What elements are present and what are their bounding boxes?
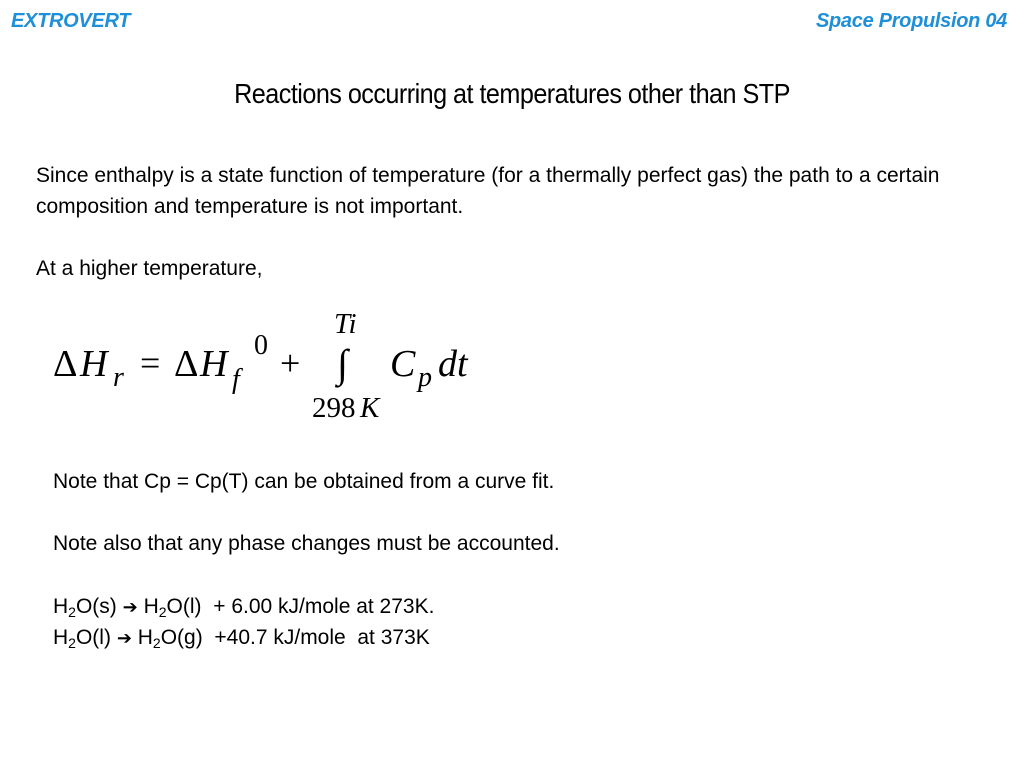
- note-phase-changes: Note also that any phase changes must be accounted.: [53, 532, 560, 555]
- equation-delta-rhs: Δ: [174, 343, 199, 385]
- reaction-boiling: [53, 622, 430, 654]
- reaction-product: H: [137, 626, 153, 649]
- reaction-reactant-rest: O(l): [75, 626, 111, 649]
- reaction-reactant-subscript: 2: [68, 635, 76, 651]
- equation-lower-limit-unit: K: [360, 392, 380, 424]
- right-arrow-icon: ➔: [116, 628, 132, 648]
- equation-lhs-var: H: [80, 343, 108, 385]
- reaction-reactant-subscript: 2: [68, 604, 76, 620]
- integral-sign-icon: ∫: [337, 341, 348, 386]
- right-arrow-icon: ➔: [122, 597, 138, 617]
- header-left-label: EXTROVERT: [11, 10, 131, 32]
- equation-lhs-sub: r: [113, 362, 124, 393]
- equation-upper-limit: Ti: [334, 308, 357, 340]
- equation-lower-limit-number: 298: [312, 392, 356, 424]
- reaction-product-rest: O(l): [166, 595, 202, 618]
- header-right-label: Space Propulsion 04: [815, 10, 1007, 32]
- reaction-value: +40.7 kJ/mole at 373K: [202, 626, 430, 649]
- reaction-reactant: H: [53, 626, 69, 649]
- paragraph-state-function: Since enthalpy is a state function of temperature (for a thermally perfect gas) the path to a certain composition and temperature is not important.: [36, 164, 940, 218]
- note-curve-fit: Note that Cp = Cp(T) can be obtained from a curve fit.: [53, 470, 555, 493]
- reaction-product-subscript: 2: [158, 604, 167, 620]
- reaction-product-subscript: 2: [152, 635, 161, 651]
- equation-integrand-sub: p: [418, 362, 432, 393]
- paragraph-higher-temperature: At a higher temperature,: [36, 257, 263, 280]
- reaction-reactant: H: [53, 595, 69, 618]
- enthalpy-equation: [0, 300, 1024, 440]
- equation-rhs-sub: f: [232, 364, 240, 395]
- reaction-product-rest: O(g): [160, 626, 203, 649]
- equation-rhs-var: H: [200, 343, 228, 385]
- equation-differential: dt: [438, 343, 468, 385]
- equation-plus: +: [280, 343, 301, 383]
- equation-delta-lhs: Δ: [53, 343, 78, 385]
- reaction-reactant-rest: O(s): [75, 595, 117, 618]
- reaction-product: H: [143, 595, 159, 618]
- reaction-melting: [53, 591, 434, 623]
- equation-integrand-var: C: [390, 343, 416, 385]
- slide-title: Reactions occurring at temperatures other than STP: [234, 78, 790, 109]
- reaction-value: + 6.00 kJ/mole at 273K.: [201, 595, 435, 618]
- equation-equals: =: [140, 343, 161, 383]
- equation-rhs-sup: 0: [254, 330, 268, 361]
